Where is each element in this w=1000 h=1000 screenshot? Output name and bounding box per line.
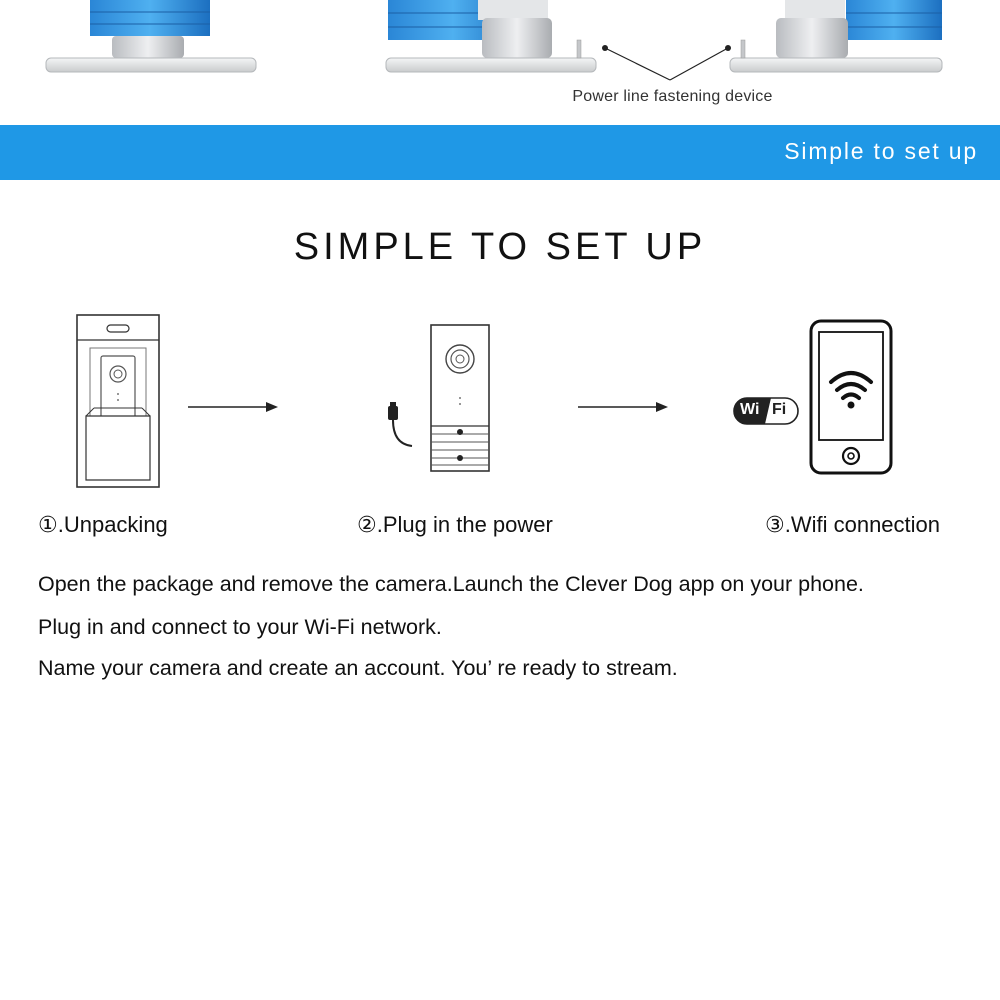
camera-base-illustration: [0, 0, 1000, 125]
arrow-right-icon: [188, 400, 280, 414]
camera-plug-icon: [384, 322, 496, 474]
description-line: Open the package and remove the camera.Launch the Clever Dog app on your phone.: [38, 572, 864, 596]
description-line: Name your camera and create an account. You’ re ready to stream.: [38, 656, 678, 680]
arrow-right-icon: [578, 400, 670, 414]
step-label-unpacking: ①.Unpacking: [38, 512, 168, 537]
banner-title: Simple to set up: [784, 138, 978, 164]
package-icon: [74, 312, 164, 492]
step-label-plug-in: ②.Plug in the power: [357, 512, 553, 537]
section-banner: [0, 125, 1000, 180]
product-photo-strip: [0, 0, 1000, 125]
wifi-badge-right: Fi: [772, 401, 787, 418]
section-heading: SIMPLE TO SET UP: [293, 226, 707, 268]
phone-wifi-icon: [808, 318, 894, 476]
wifi-badge: [733, 397, 799, 425]
wifi-badge-left: Wi: [740, 401, 760, 418]
description-line: Plug in and connect to your Wi-Fi network.: [38, 615, 442, 639]
callout-label: Power line fastening device: [572, 88, 773, 105]
step-label-wifi: ③.Wifi connection: [765, 512, 941, 537]
